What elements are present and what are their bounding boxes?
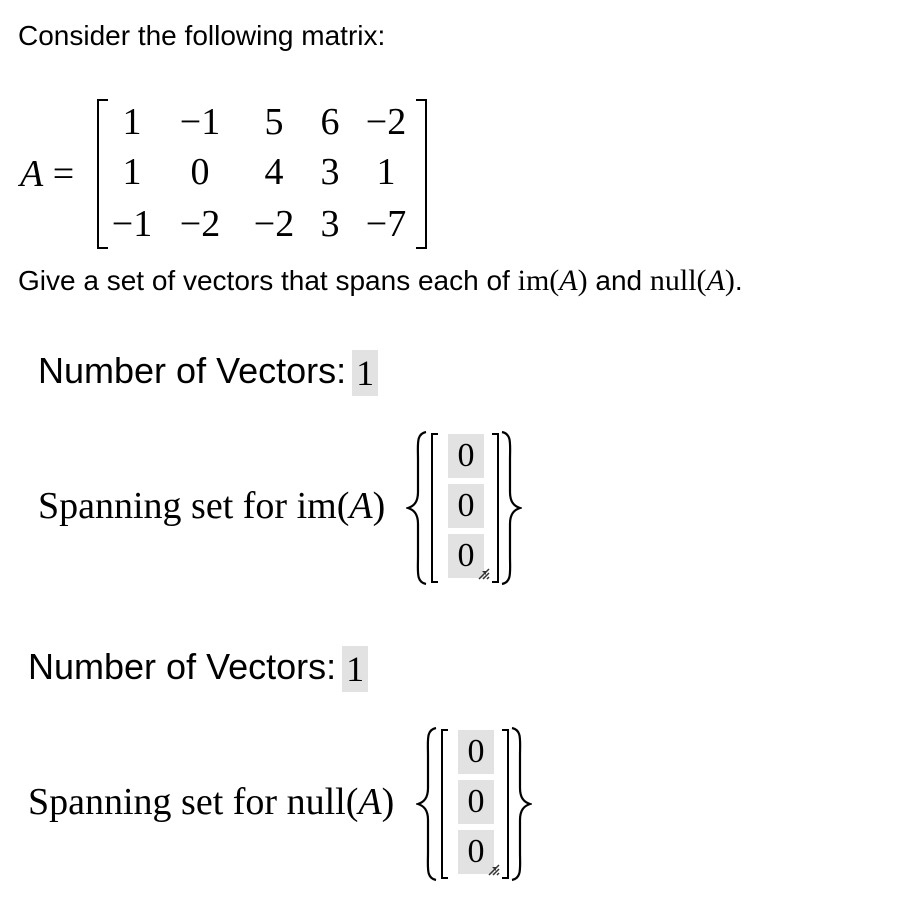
im-notation: [518, 264, 588, 297]
intro-text: Consider the following matrix:: [18, 20, 386, 51]
matrix-cell: −2: [253, 203, 295, 245]
resize-handle-icon[interactable]: [488, 864, 500, 876]
im-close: ): [577, 264, 588, 297]
null-span-var: A: [358, 781, 382, 823]
null-spanning-set-label: [28, 780, 394, 824]
null-vector-entry[interactable]: 0: [458, 730, 494, 774]
null-span-suffix: ): [381, 781, 395, 823]
matrix-cell: 1: [122, 151, 142, 193]
null-num-input[interactable]: 1: [342, 646, 368, 692]
matrix-cell: −2: [365, 101, 407, 143]
im-vector-entry[interactable]: 0: [448, 534, 484, 578]
resize-handle-icon[interactable]: [478, 568, 490, 580]
null-fn: null(: [649, 264, 707, 297]
matrix-cell: −7: [365, 203, 407, 245]
matrix-cell: −1: [111, 203, 153, 245]
matrix-cell: 1: [122, 101, 142, 143]
null-var: A: [706, 264, 725, 297]
matrix-cell: −1: [179, 101, 221, 143]
matrix-cell: 1: [376, 151, 396, 193]
matrix-label: [20, 152, 74, 196]
im-vector-entry[interactable]: 0: [448, 484, 484, 528]
null-notation: [650, 264, 735, 297]
null-vector-set: [416, 726, 532, 882]
matrix-name: A: [20, 153, 44, 195]
equals-sign: =: [52, 153, 75, 195]
im-span-prefix: Spanning set for im(: [38, 485, 350, 527]
instruction-text: [18, 264, 743, 298]
matrix-cell: 4: [264, 151, 284, 193]
matrix-cell: −2: [179, 203, 221, 245]
im-vector-entry[interactable]: 0: [448, 434, 484, 478]
im-var: A: [559, 264, 578, 297]
im-num-input[interactable]: 1: [352, 350, 378, 396]
null-num-label: Number of Vectors:: [28, 646, 337, 687]
im-span-var: A: [349, 485, 373, 527]
instruction-mid: and: [587, 265, 650, 296]
null-number-of-vectors: [28, 646, 368, 692]
im-spanning-set-label: [38, 484, 385, 528]
null-vector-entry[interactable]: 0: [458, 830, 494, 874]
matrix-a: [96, 98, 428, 250]
null-vector-entry[interactable]: 0: [458, 780, 494, 824]
im-fn: im(: [517, 264, 560, 297]
matrix-cell: 6: [320, 101, 340, 143]
matrix-cell: 5: [264, 101, 284, 143]
matrix-cell: 3: [320, 151, 340, 193]
im-span-suffix: ): [372, 485, 386, 527]
matrix-cell: 3: [320, 203, 340, 245]
im-vector-set: [406, 430, 522, 586]
im-num-label: Number of Vectors:: [38, 350, 347, 391]
matrix-cell: 0: [190, 151, 210, 193]
instruction-suffix: .: [734, 265, 743, 296]
im-number-of-vectors: [38, 350, 378, 396]
null-span-prefix: Spanning set for null(: [28, 781, 359, 823]
null-close: ): [724, 264, 735, 297]
instruction-prefix: Give a set of vectors that spans each of: [18, 265, 518, 296]
